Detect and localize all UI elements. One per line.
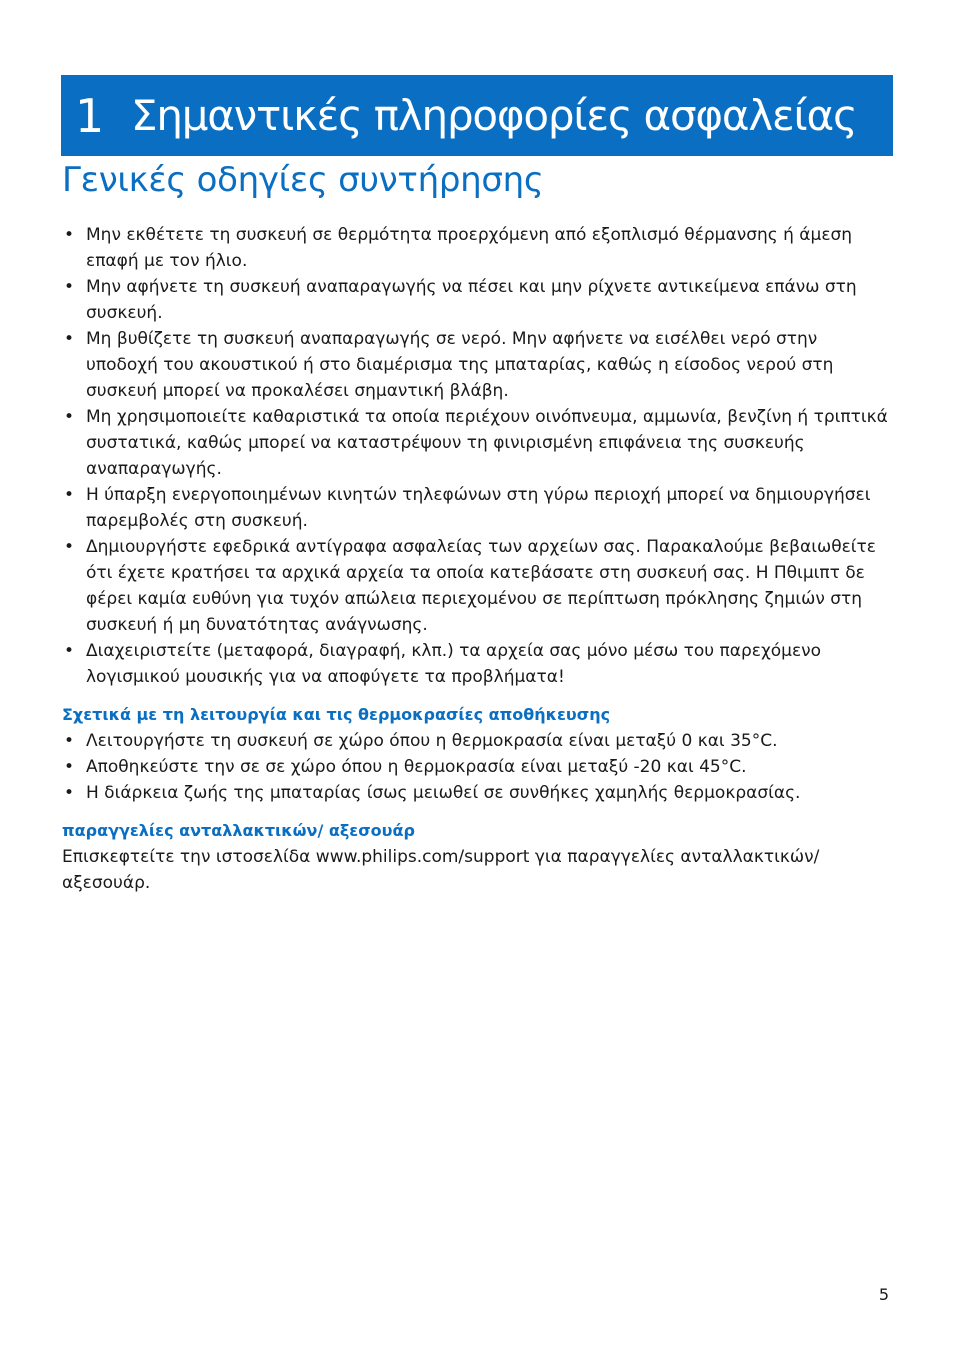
page-content xyxy=(62,222,888,896)
page-number: 5 xyxy=(878,1285,889,1304)
chapter-banner xyxy=(61,75,893,156)
list-item xyxy=(62,482,888,534)
list-item xyxy=(62,222,888,274)
temperature-heading: Σχετικά με τη λειτουργία και τις θερμοκρασίες αποθήκευσης xyxy=(62,705,611,724)
parts-heading: παραγγελίες ανταλλακτικών/ αξεσουάρ xyxy=(62,821,415,840)
chapter-number: 1 xyxy=(75,88,105,143)
list-item-text: Λειτουργήστε τη συσκευή σε χώρο όπου η θερμοκρασία είναι μεταξύ 0 και 35°C. xyxy=(86,731,778,751)
bullet-icon: • xyxy=(64,537,75,557)
bullet-icon: • xyxy=(64,757,75,777)
list-item xyxy=(62,638,888,690)
list-item xyxy=(62,274,888,326)
list-item-text: Μη βυθίζετε τη συσκευή αναπαραγωγής σε νερό. Μην αφήνετε να εισέλθει νερό στην υποδοχή του ακουστικού ή στο διαμέρισμα της μπαταρίας, καθώς η είσοδος νερού στη συσκευή μπορεί να προκαλέσει σημαντική βλάβη. xyxy=(86,329,834,401)
list-item xyxy=(62,780,888,806)
list-item xyxy=(62,728,888,754)
bullet-icon: • xyxy=(64,225,75,245)
list-item-text: Η διάρκεια ζωής της μπαταρίας ίσως μειωθεί σε συνθήκες χαμηλής θερμοκρασίας. xyxy=(86,783,801,803)
list-item-text: Μην αφήνετε τη συσκευή αναπαραγωγής να πέσει και μην ρίχνετε αντικείμενα επάνω στη συσκευή. xyxy=(86,277,857,323)
list-item-text: Αποθηκεύστε την σε σε χώρο όπου η θερμοκρασία είναι μεταξύ -20 και 45°C. xyxy=(86,757,747,777)
parts-paragraph: Επισκεφτείτε την ιστοσελίδα www.philips.com/support για παραγγελίες ανταλλακτικών/ αξεσουάρ. xyxy=(62,847,820,893)
bullet-icon: • xyxy=(64,783,75,803)
list-item-text: Δημιουργήστε εφεδρικά αντίγραφα ασφαλείας των αρχείων σας. Παρακαλούμε βεβαιωθείτε ότι έχετε κρατήσει τα αρχικά αρχεία τα οποία κατεβάσατε στη συσκευή σας. Η Πθιμιπτ δε φέρει καμία ευθύνη για τυχόν απώλεια περιεχομένου σε περίπτωση πρόκλησης ζημιών στη συσκευή ή μη δυνατότητας ανάγνωσης. xyxy=(86,537,876,635)
chapter-title: Σημαντικές πληροφορίες ασφαλείας xyxy=(131,90,857,140)
bullet-icon: • xyxy=(64,731,75,751)
list-item xyxy=(62,404,888,482)
bullet-icon: • xyxy=(64,485,75,505)
general-care-list xyxy=(62,222,888,690)
list-item-text: Διαχειριστείτε (μεταφορά, διαγραφή, κλπ.) τα αρχεία σας μόνο μέσω του παρεχόμενο λογισμικού μουσικής για να αποφύγετε τα προβλήματα! xyxy=(86,641,822,687)
bullet-icon: • xyxy=(64,641,75,661)
list-item-text: Η ύπαρξη ενεργοποιημένων κινητών τηλεφώνων στη γύρω περιοχή μπορεί να δημιουργήσει παρεμβολές στη συσκευή. xyxy=(86,485,871,531)
list-item-text: Μην εκθέτετε τη συσκευή σε θερμότητα προερχόμενη από εξοπλισμό θέρμανσης ή άμεση επαφή με τον ήλιο. xyxy=(86,225,853,271)
list-item xyxy=(62,534,888,638)
list-item-text: Μη χρησιμοποιείτε καθαριστικά τα οποία περιέχουν οινόπνευμα, αμμωνία, βενζίνη ή τριπτικά συστατικά, καθώς μπορεί να καταστρέψουν τη φινιρισμένη επιφάνεια της συσκευής αναπαραγωγής. xyxy=(86,407,888,479)
bullet-icon: • xyxy=(64,277,75,297)
list-item xyxy=(62,326,888,404)
bullet-icon: • xyxy=(64,407,75,427)
temperature-list xyxy=(62,728,888,806)
section-title: Γενικές οδηγίες συντήρησης xyxy=(62,160,544,200)
list-item xyxy=(62,754,888,780)
bullet-icon: • xyxy=(64,329,75,349)
